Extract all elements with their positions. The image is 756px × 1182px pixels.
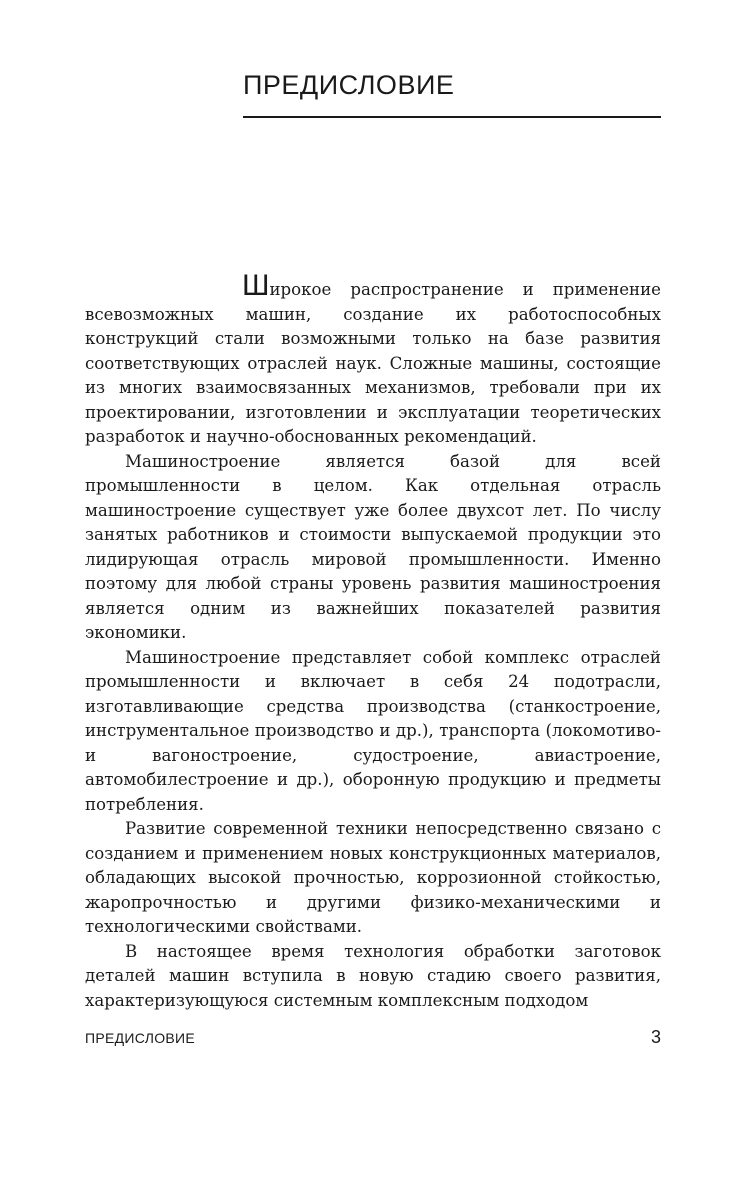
title-divider [243,116,661,118]
paragraph-3: Машиностроение представляет собой комплекс отраслей промышленности и включает в себя 24 подотрасли, изготавливающие средства производства (станкостроение, инструментальное производство и др.), транспорта (локомотиво- и вагоностроение, судостроение, авиастроение, автомобилестроение и др.), оборонную продукцию и предметы потребления. [85,647,661,814]
paragraph-5: В настоящее время технология обработки заготовок деталей машин вступила в новую стадию своего развития, характеризующуюся системным комплексным подходом [85,941,661,1010]
running-footer: ПРЕДИСЛОВИЕ [85,1030,196,1046]
page-number: 3 [650,1027,661,1047]
paragraph-4: Развитие современной техники непосредственно связано с созданием и применением новых конструкционных материалов, обладающих высокой прочностью, коррозионной стойкостью, жаропрочностью и другими физико-механическими и технологическими свойствами. [85,819,661,936]
drop-cap: Ш [242,269,270,302]
paragraph-2: Машиностроение является базой для всей промышленности в целом. Как отдельная отрасль машиностроение существует уже более двухсот лет. По числу занятых работников и стоимости выпускаемой продукции это лидирующая отрасль мировой промышленности. Именно поэтому для любой страны уровень развития машиностроения является одним из важнейших показателей развития экономики. [85,451,661,642]
paragraph-1-text: ирокое распространение и применение всевозможных машин, создание их работоспособных конструкций стали возможными только на базе развития соответствующих отраслей наук. Сложные машины, состоящие из многих взаимосвязанных механизмов, требовали при их проектировании, изготовлении и эксплуатации теоретических разработок и научно-обоснованных рекомендаций. [85,280,661,446]
body-text [85,269,661,1013]
chapter-title: ПРЕДИСЛОВИЕ [243,70,455,100]
paragraph-1 [85,269,661,450]
